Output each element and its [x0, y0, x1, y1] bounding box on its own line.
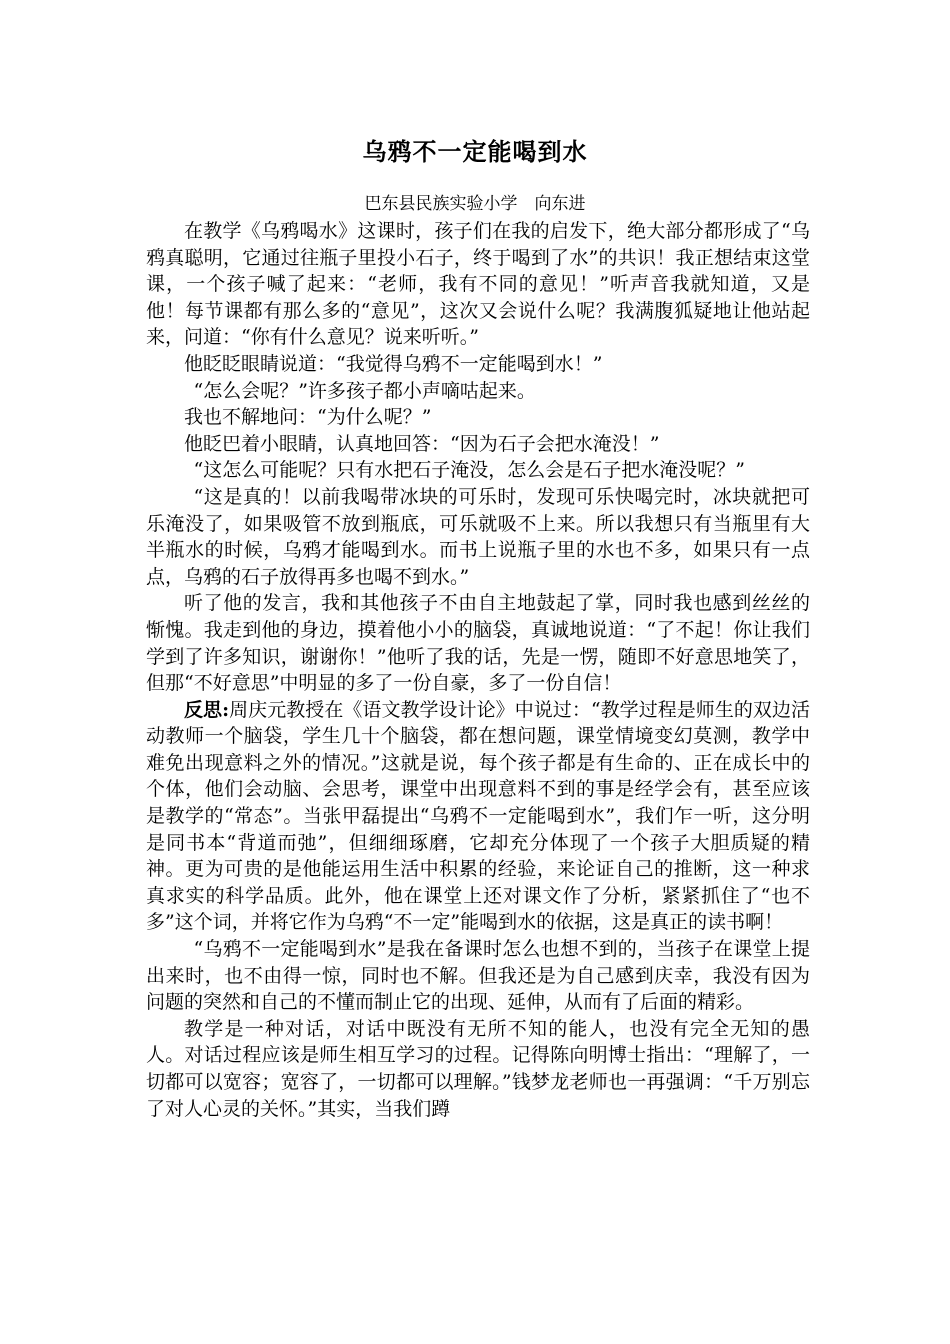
document-title: 乌鸦不一定能喝到水	[362, 138, 588, 166]
paragraph: 在教学《乌鸦喝水》这课时，孩子们在我的启发下，绝大部分都形成了“乌鸦真聪明，它通过往瓶子里投小石子，终于喝到了水”的共识！我正想结束这堂课，一个孩子喊了起来：“老师，我有不同的意见！”听声音我就知道，又是他！每节课都有那么多的“意见”，这次又会说什么呢？我满腹狐疑地让他站起来，问道：“你有什么意见？说来听听。”	[146, 220, 810, 349]
paragraph: “这是真的！以前我喝带冰块的可乐时，发现可乐快喝完时，冰块就把可乐淹没了，如果吸管不放到瓶底，可乐就吸不上来。所以我想只有当瓶里有大半瓶水的时候，乌鸦才能喝到水。而书上说瓶子里的水也不多，如果只有一点点，乌鸦的石子放得再多也喝不到水。”	[146, 485, 810, 588]
paragraph: 教学是一种对话，对话中既没有无所不知的能人，也没有完全无知的愚人。对话过程应该是师生相互学习的过程。记得陈向明博士指出：“理解了，一切都可以宽容；宽容了，一切都可以理解。”钱梦龙老师也一再强调：“千万别忘了对人心灵的关怀。”其实，当我们蹲	[146, 1017, 810, 1120]
paragraph: 他眨巴着小眼睛，认真地回答：“因为石子会把水淹没！”	[184, 432, 660, 455]
reflection-paragraph	[146, 697, 810, 936]
paragraph: “这怎么可能呢？只有水把石子淹没，怎么会是石子把水淹没呢？”	[193, 459, 745, 482]
document-author: 巴东县民族实验小学 向东进	[364, 194, 586, 214]
reflection-label: 反思:	[184, 698, 230, 721]
reflection-text: 周庆元教授在《语文教学设计论》中说过：“教学过程是师生的双边活动教师一个脑袋，学生几十个脑袋，都在想问题，课堂情境变幻莫测，教学中难免出现意料之外的情况。”这就是说，每个孩子都是有生命的、正在成长中的个体，他们会动脑、会思考，课堂中出现意料不到的事是经学会有，甚至应该是教学的“常态”。当张甲磊提出“乌鸦不一定能喝到水”，我们乍一听，这分明是同书本“背道而弛”，但细细琢磨，它却充分体现了一个孩子大胆质疑的精神。更为可贵的是他能运用生活中积累的经验，来论证自己的推断，这一种求真求实的科学品质。此外，他在课堂上还对课文作了分析，紧紧抓住了“也不多”这个词，并将它作为乌鸦“不一定”能喝到水的依据，这是真正的读书啊！	[146, 698, 810, 934]
paragraph: “乌鸦不一定能喝到水”是我在备课时怎么也想不到的，当孩子在课堂上提出来时，也不由得一惊，同时也不解。但我还是为自己感到庆幸，我没有因为问题的突然和自己的不懂而制止它的出现、延伸，从而有了后面的精彩。	[146, 938, 810, 1014]
paragraph: 他眨眨眼睛说道：“我觉得乌鸦不一定能喝到水！”	[184, 352, 603, 375]
paragraph: “怎么会呢？”许多孩子都小声嘀咕起来。	[193, 379, 536, 402]
paragraph: 我也不解地问：“为什么呢？”	[184, 406, 432, 429]
document-body	[146, 218, 810, 1122]
paragraph: 听了他的发言，我和其他孩子不由自主地鼓起了掌，同时我也感到丝丝的惭愧。我走到他的身边，摸着他小小的脑袋，真诚地说道：“了不起！你让我们学到了许多知识，谢谢你！”他听了我的话，先是一愣，随即不好意思地笑了，但那“不好意思”中明显的多了一份自豪，多了一份自信！	[146, 592, 810, 695]
